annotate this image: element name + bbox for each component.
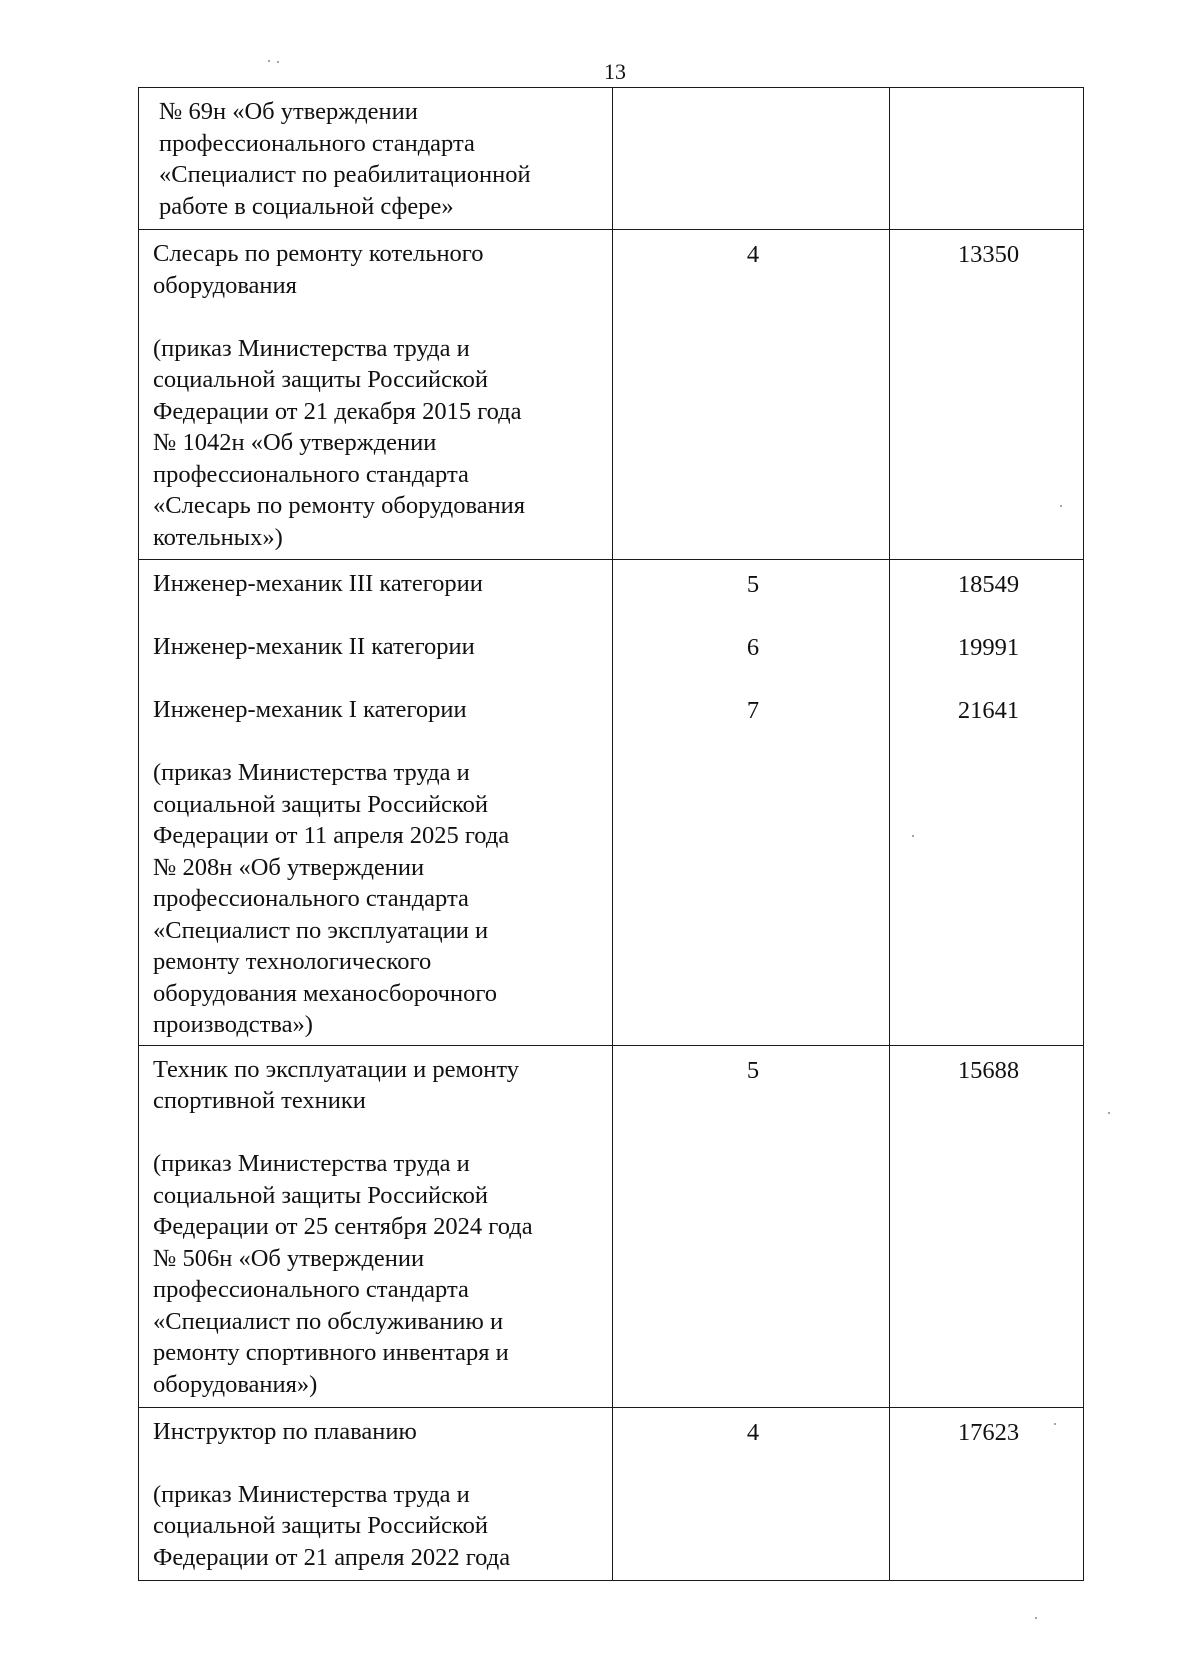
scan-speck: [1060, 505, 1062, 507]
table-row: [139, 1407, 1084, 1580]
table-row: [139, 230, 1084, 560]
position-title: Инженер-механик II категории: [153, 633, 475, 660]
positions-table: [138, 87, 1084, 1581]
position-cell: [139, 1407, 613, 1580]
salary-value: 19991: [957, 634, 1020, 661]
position-title: Слесарь по ремонту котельного оборудования: [153, 240, 484, 299]
salary-value: 15688: [957, 1056, 1020, 1084]
salary-cell: [890, 88, 1084, 230]
position-cell: [139, 1045, 613, 1407]
position-title: Инженер-механик III категории: [153, 570, 483, 597]
qualification-level: 6: [746, 634, 760, 661]
order-reference: № 69н «Об утверждении профессионального стандарта «Специалист по реабилитационной работе в социальной сфере»: [159, 98, 531, 220]
salary-value: 21641: [957, 697, 1020, 724]
scan-speck: [1108, 1112, 1110, 1114]
qualification-level-cell: [613, 88, 890, 230]
table-row: [139, 88, 1084, 230]
order-reference: (приказ Министерства труда и социальной защиты Российской Федерации от 21 декабря 2015 года № 1042н «Об утверждении профессионального стандарта «Слесарь по ремонту оборудования котельных»): [153, 334, 526, 551]
position-title: Техник по эксплуатации и ремонту спортивной техники: [153, 1055, 519, 1114]
qualification-level: 4: [746, 1418, 760, 1446]
table-row: [139, 1045, 1084, 1407]
salary-value: 18549: [957, 571, 1020, 598]
position-cell: [139, 560, 613, 1046]
scan-speck: [1054, 1423, 1056, 1425]
salary-cell: [890, 1045, 1084, 1407]
position-title: Инженер-механик I категории: [153, 696, 467, 723]
position-cell: [139, 88, 613, 230]
order-reference: (приказ Министерства труда и социальной защиты Российской Федерации от 11 апреля 2025 года № 208н «Об утверждении профессионального стандарта «Специалист по эксплуатации и ремонту технологического оборудования механосборочного производства»): [153, 759, 510, 1038]
salary-cell: [890, 230, 1084, 560]
table-row: [139, 560, 1084, 1046]
qualification-level-cell: [613, 1407, 890, 1580]
qualification-level: 7: [746, 697, 760, 724]
scan-speck: [912, 835, 914, 837]
qualification-level: 4: [746, 241, 760, 268]
position-cell: [139, 230, 613, 560]
order-reference: (приказ Министерства труда и социальной защиты Российской Федерации от 21 апреля 2022 года: [153, 1480, 511, 1571]
qualification-level: 5: [746, 1056, 760, 1084]
position-title: Инструктор по плаванию: [153, 1417, 417, 1445]
salary-cell: [890, 1407, 1084, 1580]
scan-speck: [268, 60, 270, 62]
salary-cell: [890, 560, 1084, 1046]
salary-value: 13350: [957, 241, 1020, 268]
scan-speck: [1035, 1617, 1037, 1619]
order-reference: (приказ Министерства труда и социальной защиты Российской Федерации от 25 сентября 2024 года № 506н «Об утверждении профессионального стандарта «Специалист по обслуживанию и ремонту спортивного инвентаря и оборудования»): [153, 1150, 533, 1398]
qualification-level-cell: [613, 1045, 890, 1407]
qualification-level-cell: [613, 560, 890, 1046]
qualification-level: 5: [746, 571, 760, 598]
qualification-level-cell: [613, 230, 890, 560]
page-number: 13: [604, 59, 626, 84]
scan-speck: [277, 61, 279, 63]
salary-value: 17623: [957, 1418, 1020, 1446]
